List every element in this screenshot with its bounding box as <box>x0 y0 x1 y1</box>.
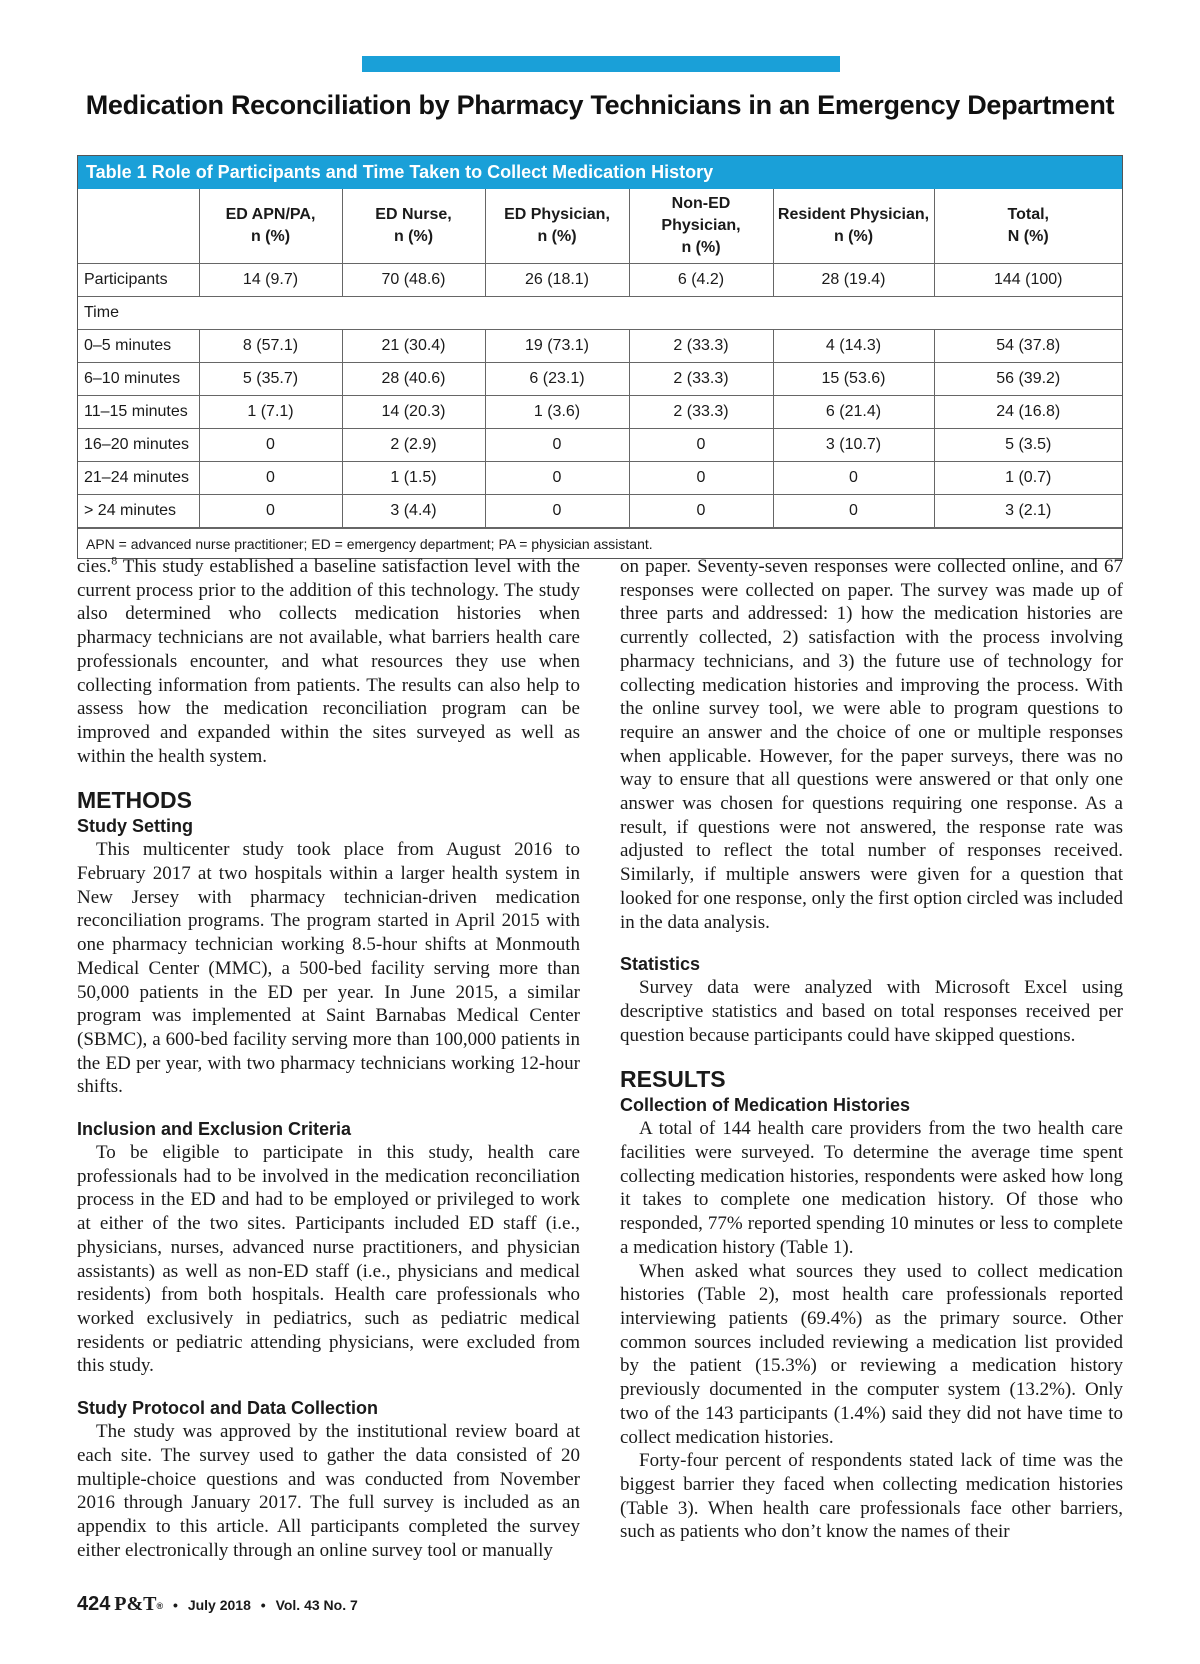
collection-heading: Collection of Medication Histories <box>620 1095 911 1116</box>
table-cell: 0 <box>773 495 934 528</box>
data-table <box>78 189 1122 528</box>
collection-paragraph-3: Forty-four percent of respondents stated lack of time was the biggest barrier they faced when collecting medication histories (Table 3). When health care professionals face other barriers, such as patients who don’t know the names of their <box>620 1450 1123 1543</box>
table-cell: 21 (30.4) <box>342 330 485 363</box>
table-cell: 1 (1.5) <box>342 462 485 495</box>
row-label: 21–24 minutes <box>78 462 199 495</box>
table-cell: 24 (16.8) <box>934 396 1122 429</box>
table-cell: 6 (4.2) <box>629 264 773 297</box>
row-label: 16–20 minutes <box>78 429 199 462</box>
table-cell: 0 <box>199 495 342 528</box>
column-header: Total, N (%) <box>934 189 1122 264</box>
table-cell: 144 (100) <box>934 264 1122 297</box>
table-cell: 1 (0.7) <box>934 462 1122 495</box>
table-cell: 1 (3.6) <box>485 396 629 429</box>
column-header: Resident Physician, n (%) <box>773 189 934 264</box>
table-row <box>78 330 1122 363</box>
statistics-paragraph: Survey data were analyzed with Microsoft Excel using descriptive statistics and based on total responses received per question because participants could have skipped questions. <box>620 977 1123 1046</box>
table-cell: 28 (19.4) <box>773 264 934 297</box>
issue-date: July 2018 <box>187 1597 251 1613</box>
table-cell: 15 (53.6) <box>773 363 934 396</box>
table-cell: 28 (40.6) <box>342 363 485 396</box>
table-cell: 0 <box>629 429 773 462</box>
column-header: ED APN/PA, n (%) <box>199 189 342 264</box>
table-cell: 1 (7.1) <box>199 396 342 429</box>
table-cell: 0 <box>629 462 773 495</box>
table-section-row <box>78 297 1122 330</box>
table-cell: 2 (33.3) <box>629 363 773 396</box>
collection-paragraph-1: A total of 144 health care providers from the two health care facilities were surveyed. To determine the average time spent collecting medication histories, respondents were asked how long it takes to complete one medication history. Of those who responded, 77% reported spending 10 minutes or less to complete a medication history (Table 1). <box>620 1118 1123 1258</box>
table-1 <box>77 155 1123 559</box>
table-cell: 3 (10.7) <box>773 429 934 462</box>
table-cell: 0 <box>485 429 629 462</box>
study-setting-heading: Study Setting <box>77 816 193 837</box>
table-cell: 6 (23.1) <box>485 363 629 396</box>
table-cell: 14 (9.7) <box>199 264 342 297</box>
table-row-participants <box>78 264 1122 297</box>
table-cell: 0 <box>199 462 342 495</box>
table-row <box>78 396 1122 429</box>
page-number: 424 <box>77 1593 111 1615</box>
table-cell: 0 <box>485 495 629 528</box>
row-label: 6–10 minutes <box>78 363 199 396</box>
table-cell: 0 <box>773 462 934 495</box>
table-cell: 0 <box>485 462 629 495</box>
page-footer <box>77 1593 358 1616</box>
citation-superscript: 8 <box>111 553 118 568</box>
table-cell: 70 (48.6) <box>342 264 485 297</box>
protocol-paragraph: The study was approved by the institutional review board at each site. The survey used to gather the data consisted of 20 multiple-choice questions and was conducted from November 2016 through January 2017. The full survey is included as an appendix to this article. All participants completed the survey either electronically through an online survey tool or manually <box>77 1421 580 1561</box>
results-heading: RESULTS <box>620 1066 726 1093</box>
table-cell: 0 <box>629 495 773 528</box>
table-cell: 26 (18.1) <box>485 264 629 297</box>
table-cell: 6 (21.4) <box>773 396 934 429</box>
table-cell: 2 (33.3) <box>629 330 773 363</box>
table-footnote: APN = advanced nurse practitioner; ED = emergency department; PA = physician assistant. <box>78 528 1122 558</box>
statistics-heading: Statistics <box>620 954 701 975</box>
volume-info: Vol. 43 No. 7 <box>275 1597 358 1613</box>
study-setting-paragraph: This multicenter study took place from August 2016 to February 2017 at two hospitals within a larger health system in New Jersey with pharmacy technician-driven medication reconciliation programs. The program started in April 2015 with one pharmacy technician working 8.5-hour shifts at Monmouth Medical Center (MMC), a 500-bed facility serving more than 50,000 patients in the ED per year. In June 2015, a similar program was implemented at Saint Barnabas Medical Center (SBMC), a 600-bed facility serving more than 100,000 patients in the ED per year, with two pharmacy technicians working 12-hour shifts. <box>77 839 580 1098</box>
section-label: Time <box>78 297 1122 330</box>
row-label: > 24 minutes <box>78 495 199 528</box>
header-accent-bar <box>362 56 840 72</box>
protocol-heading: Study Protocol and Data Collection <box>77 1398 379 1419</box>
row-label: 0–5 minutes <box>78 330 199 363</box>
table-cell: 2 (2.9) <box>342 429 485 462</box>
table-cell: 5 (3.5) <box>934 429 1122 462</box>
table-cell: 0 <box>199 429 342 462</box>
collection-paragraph-2: When asked what sources they used to collect medication histories (Table 2), most health care professionals reported interviewing patients (69.4%) as the primary source. Other common sources included reviewing a medication list provided by the patient (15.3%) or reviewing a medication history previously documented in the computer system (13.2%). Only two of the 143 participants (1.4%) said they did not have time to collect medication histories. <box>620 1260 1123 1448</box>
table-cell: 3 (4.4) <box>342 495 485 528</box>
table-cell: 19 (73.1) <box>485 330 629 363</box>
methods-heading: METHODS <box>77 787 192 814</box>
page-title: Medication Reconciliation by Pharmacy Technicians in an Emergency Department <box>85 90 1115 120</box>
table-cell: 56 (39.2) <box>934 363 1122 396</box>
table-cell: 5 (35.7) <box>199 363 342 396</box>
column-header: ED Physician, n (%) <box>485 189 629 264</box>
table-row <box>78 429 1122 462</box>
table-cell: 4 (14.3) <box>773 330 934 363</box>
footer-separator: • <box>173 1597 178 1613</box>
table-header-row <box>78 189 1122 264</box>
protocol-continuation: on paper. Seventy-seven responses were collected online, and 67 responses were collected on paper. The survey was made up of three parts and addressed: 1) how the medication histories are currently collected, 2) satisfaction with the process involving pharmacy technicians, and 3) the future use of technology for collecting medication histories and improving the process. With the online survey tool, we were able to program questions to require an answer and the choice of one or multiple responses when applicable. However, for the paper surveys, there was no way to ensure that all questions were answered or that only one answer was chosen for questions requiring one response. As a result, if questions were not answered, the response rate was adjusted to reflect the total number of responses received. Similarly, if multiple answers were given for a question that looked for one response, only the first option circled was included in the data analysis. <box>620 556 1123 933</box>
column-header: Non-ED Physician, n (%) <box>629 189 773 264</box>
row-label: 11–15 minutes <box>78 396 199 429</box>
criteria-heading: Inclusion and Exclusion Criteria <box>77 1119 352 1140</box>
journal-name: P&T <box>114 1593 157 1615</box>
column-header: ED Nurse, n (%) <box>342 189 485 264</box>
table-cell: 3 (2.1) <box>934 495 1122 528</box>
criteria-paragraph: To be eligible to participate in this study, health care professionals had to be involved in the medication reconciliation process in the ED and had to be employed or privileged to work at either of the two sites. Participants included ED staff (i.e., physicians, nurses, advanced nurse practitioners, and physician assistants) as well as non-ED staff (i.e., physicians and medical residents) from both hospitals. Health care professionals who worked exclusively in pediatrics, such as pediatric medical residents or pediatric attending physicians, were excluded from this study. <box>77 1142 580 1377</box>
table-caption: Table 1 Role of Participants and Time Taken to Collect Medication History <box>78 156 1122 189</box>
table-row <box>78 495 1122 528</box>
row-label: Participants <box>78 264 199 297</box>
header-cell-empty <box>78 189 199 264</box>
table-cell: 14 (20.3) <box>342 396 485 429</box>
right-column <box>620 555 1123 1544</box>
intro-continuation: cies.$^8$ This study established a baseline satisfaction level with the current process prior to the addition of this technology. The study also determined who collects medication histories when pharmacy technicians are not available, what barriers health care professionals encounter, and what resources they use when collecting information from patients. The results can also help to assess how the medication reconciliation program can be improved and expanded within the sites surveyed as well as within the health system. <box>77 553 580 767</box>
left-column <box>77 555 580 1562</box>
registered-mark: ® <box>156 1601 164 1611</box>
table-cell: 2 (33.3) <box>629 396 773 429</box>
table-row <box>78 363 1122 396</box>
table-cell: 54 (37.8) <box>934 330 1122 363</box>
table-row <box>78 462 1122 495</box>
footer-separator: • <box>260 1597 266 1613</box>
table-cell: 8 (57.1) <box>199 330 342 363</box>
